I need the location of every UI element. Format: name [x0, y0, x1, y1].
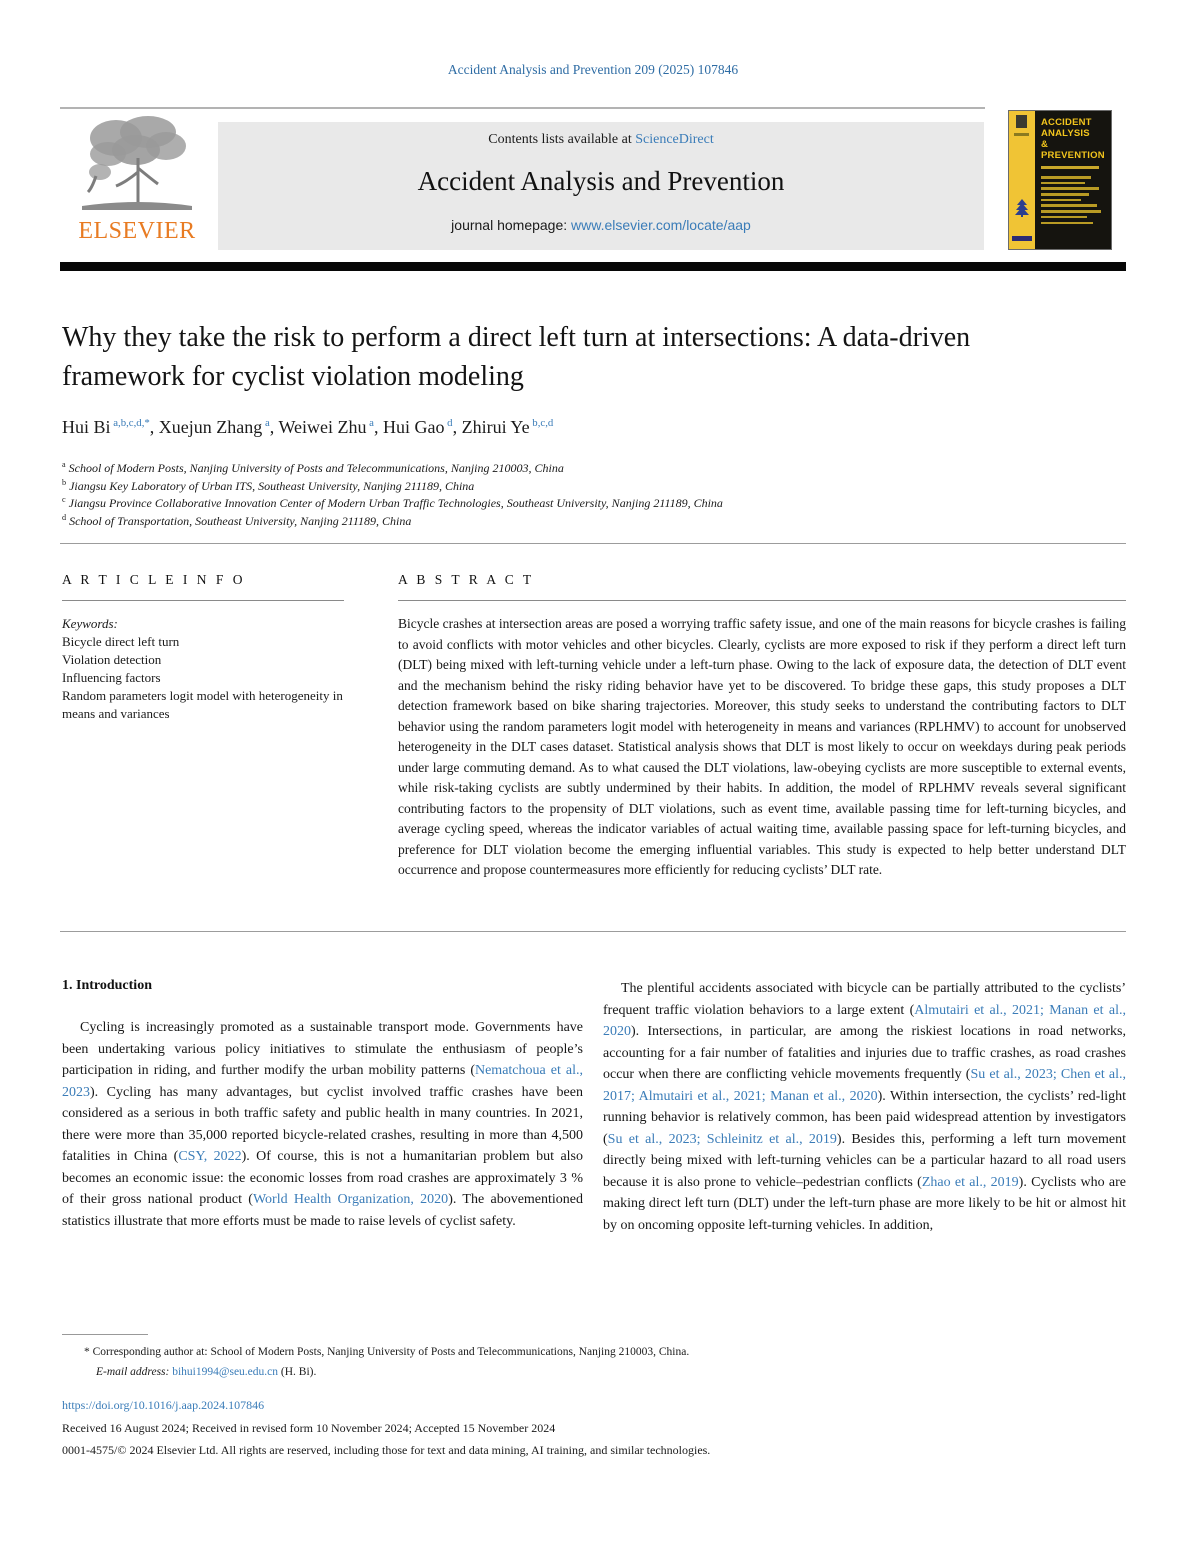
- corresponding-author-note: * Corresponding author at: School of Modern Posts, Nanjing University of Posts and Telecommunications, Nanjing 210003, China.: [84, 1346, 690, 1358]
- affiliation-text: School of Transportation, Southeast University, Nanjing 211189, China: [69, 513, 412, 528]
- body-column-left: [62, 978, 583, 1232]
- email-line[interactable]: E-mail address: bihui1994@seu.edu.cn (H. Bi).: [96, 1366, 317, 1378]
- elsevier-tree-icon: [62, 112, 212, 216]
- sciencedirect-link[interactable]: ScienceDirect: [635, 132, 714, 147]
- abstract-section: [398, 572, 1126, 881]
- cover-publisher-mark: [1012, 236, 1032, 241]
- cover-editor-line: [1041, 166, 1099, 169]
- section-rule: [60, 543, 1126, 544]
- affiliation-label: a: [62, 460, 66, 469]
- footnote-block: [62, 1342, 1062, 1382]
- article-info-header: A R T I C L E I N F O: [62, 572, 246, 587]
- cover-topic-list: [1041, 176, 1107, 224]
- masthead-divider-bar: [60, 262, 1126, 271]
- affiliation-list: [62, 460, 1062, 530]
- copyright-line: 0001-4575/© 2024 Elsevier Ltd. All rights are reserved, including those for text and data mining, AI training, and similar technologies.: [62, 1443, 711, 1457]
- article-info-section: [62, 572, 344, 723]
- affiliation-text: Jiangsu Key Laboratory of Urban ITS, Southeast University, Nanjing 211189, China: [69, 478, 475, 493]
- affiliation-label: b: [62, 477, 67, 487]
- affiliation-text: School of Modern Posts, Nanjing University of Posts and Telecommunications, Nanjing 210003, China: [68, 461, 564, 475]
- introduction-heading: 1. Introduction: [62, 978, 152, 993]
- abstract-header: A B S T R A C T: [398, 572, 535, 587]
- homepage-prefix: journal homepage:: [451, 217, 572, 233]
- contents-list-line: [218, 132, 984, 148]
- journal-title: Accident Analysis and Prevention: [417, 166, 785, 196]
- cover-title-line: ACCIDENT: [1041, 117, 1092, 128]
- cover-crest-icon: [1016, 115, 1027, 128]
- contents-prefix: Contents lists available at: [488, 132, 636, 147]
- journal-homepage-link[interactable]: www.elsevier.com/locate/aap: [571, 217, 751, 233]
- cover-title-line: ANALYSIS: [1041, 128, 1090, 139]
- doi-link[interactable]: https://doi.org/10.1016/j.aap.2024.107846: [62, 1398, 265, 1412]
- cover-title-line: PREVENTION: [1041, 150, 1105, 161]
- cover-main-panel: [1035, 111, 1111, 249]
- journal-citation-link[interactable]: Accident Analysis and Prevention 209 (2025) 107846: [447, 62, 739, 77]
- journal-homepage-line: [218, 217, 984, 233]
- publication-info-block: [62, 1394, 1122, 1462]
- journal-cover-thumbnail[interactable]: [1008, 110, 1112, 250]
- introduction-paragraph: Cycling is increasingly promoted as a sustainable transport mode. Governments have been undertaking various policy initiatives to stimulate the enthusiasm of people’s participation in riding, and further modify the urban mobility patterns (Nematchoua et al., 2023). Cycling has many advantages, but cyclist involved traffic crashes have been considered as a serious in both traffic safety and public health in many countries. In 2021, there were more than 35,000 reported bicycle-related crashes, resulting in more than 4,500 fatalities in China (CSY, 2022). Of course, this is not a humanitarian problem but also becomes an economic issue: the economic losses from road crashes are approximately 3 % of their gross national product (World Health Organization, 2020). The abovementioned statistics illustrate that more efforts must be made to raise levels of cyclist safety.: [62, 1020, 584, 1229]
- introduction-paragraph: The plentiful accidents associated with bicycle can be partially attributed to the cyclists’ frequent traffic violation behaviors to a large extent (Almutairi et al., 2021; Manan et al., 2020). Intersections, in particular, are among the riskiest locations in road networks, accounting for a fair number of fatalities and injuries due to traffic crashes, as road crashes occur when there are conflicting vehicle movements frequently (Su et al., 2023; Chen et al., 2017; Almutairi et al., 2021; Manan et al., 2020). Within intersection, the cyclists’ red-light running behavior is relatively common, has been paid widespread attention by investigators (Su et al., 2023; Schleinitz et al., 2019). Besides this, performing a left turn movement directly being mixed with left-turning vehicles can be a particular hazard to all road users because it is also prone to vehicle–pedestrian conflicts (Zhao et al., 2019). Cyclists who are making direct left turn (DLT) under the left-turn phase are more likely to be hit or almost hit by on oncoming opposite left-turning vehicles. In addition,: [603, 981, 1126, 1233]
- masthead-box: [218, 122, 984, 250]
- received-dates-line: Received 16 August 2024; Received in revised form 10 November 2024; Accepted 15 November 2024: [62, 1420, 556, 1435]
- keyword-item: Violation detection: [62, 652, 162, 667]
- keyword-item: Random parameters logit model with heterogeneity in means and variances: [62, 688, 343, 721]
- article-title: Why they take the risk to perform a direct left turn at intersections: A data-driven framework for cyclist violation modeling: [62, 322, 971, 392]
- sciencedirect-tree-icon: [1012, 198, 1032, 223]
- affiliation-item: [62, 478, 1062, 496]
- abstract-text: Bicycle crashes at intersection areas are posed a worrying traffic safety issue, and one of the main reasons for bicycle crashes is failing to avoid conflicts with motor vehicles and other bicycles. Clearly, cyclists are more exposed to risk if they perform a direct left turn (DLT) being mixed with left-turning vehicle under a left-turn phase. Owing to the lack of exposure data, the detection of DLT event and the mechanism behind the risky riding behavior have yet to be discovered. To bridge these gaps, this study proposes a DLT detection framework based on bike sharing trajectories. Moreover, this study seeks to understand the contributing factors to DLT behavior using the random parameters logit model with heterogeneity in means and variances (RPLHMV) to account for unobserved heterogeneity in the DLT cases dataset. Statistical analysis shows that DLT is most likely to occur on weekdays during peak periods under large commuting demand. As to what caused the DLT violations, law-obeying cyclists are more susceptible to external events, while risk-taking cyclists are subtly undermined by their habits. In addition, the model of RPLHMV reveals several significant contributing factors to the propensity of DLT violations, such as event time, available passing time for left-turning bicycles, and average cycling speed, whereas the indicator variables of actual waiting time, available passing space for left-turning bicycles, and preference for DLT violation become the emerging influential variables. This study is expected to help better understand DLT occurrence and propose countermeasures more efficiently for reducing cyclists’ DLT rate.: [398, 616, 1126, 877]
- cover-issn-mark: [1014, 133, 1029, 136]
- affiliation-item: [62, 495, 1062, 513]
- keywords-label: Keywords:: [62, 616, 118, 631]
- author-list[interactable]: Hui Bi $^{a,b,c,d,*}$, Xuejun Zhang $^a$, Weiwei Zhu $^a$, Hui Gao $^d$, Zhirui Ye $^{b,c,d}$: [62, 417, 554, 437]
- footnote-rule: [62, 1334, 148, 1335]
- keyword-item: Influencing factors: [62, 670, 161, 685]
- elsevier-logo: [62, 112, 212, 252]
- cover-yellow-strip: [1009, 111, 1035, 249]
- masthead-top-rule: [60, 107, 985, 109]
- affiliation-label: d: [62, 512, 67, 522]
- elsevier-wordmark: ELSEVIER: [78, 218, 196, 244]
- affiliation-item: [62, 460, 1062, 478]
- section-rule: [60, 931, 1126, 932]
- keyword-item: Bicycle direct left turn: [62, 634, 180, 649]
- affiliation-text: Jiangsu Province Collaborative Innovation Center of Modern Urban Traffic Technologies, Southeast University, Nanjing 211189, China: [68, 496, 723, 510]
- body-column-right: [603, 978, 1126, 1236]
- affiliation-item: [62, 513, 1062, 531]
- abstract-underline: [398, 600, 1126, 601]
- article-info-underline: [62, 600, 344, 601]
- cover-title-line: &: [1041, 139, 1049, 150]
- affiliation-label: c: [62, 495, 66, 504]
